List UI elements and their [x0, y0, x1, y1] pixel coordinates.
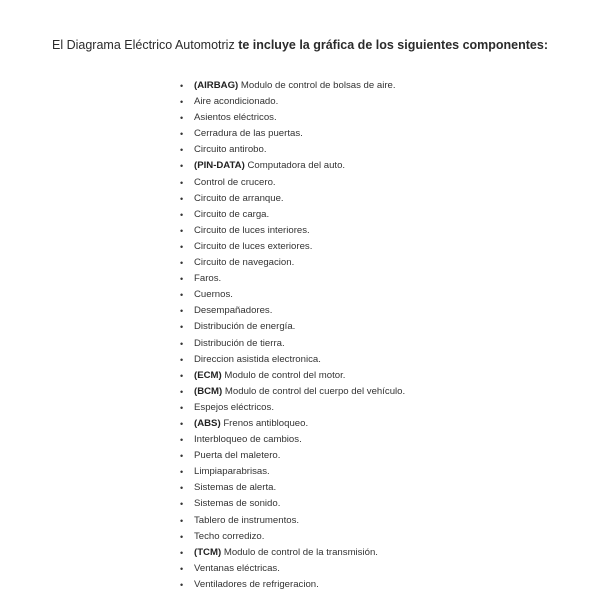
bullet-icon: •: [180, 209, 184, 220]
list-item-text: Cerradura de las puertas.: [194, 128, 303, 140]
list-item-text: Cuernos.: [194, 289, 233, 301]
list-item: [178, 416, 405, 432]
list-item-text: Sistemas de alerta.: [194, 482, 277, 494]
list-item: [178, 529, 405, 545]
list-item-code: (BCM): [194, 385, 223, 397]
list-item: [178, 303, 405, 319]
list-item-text: Asientos eléctricos.: [194, 112, 277, 124]
list-item: [178, 480, 405, 496]
bullet-icon: •: [180, 161, 184, 172]
list-item-text: Computadora del auto.: [244, 160, 346, 172]
list-item-text: Espejos eléctricos.: [194, 401, 274, 413]
list-item-text: Circuito antirobo.: [194, 144, 267, 156]
page-heading: [40, 36, 560, 54]
list-item-text: Desempañadores.: [194, 305, 273, 317]
list-item-text: Ventiladores de refrigeracion.: [194, 578, 319, 590]
bullet-icon: •: [180, 145, 184, 156]
list-item-text: Circuito de carga.: [194, 208, 270, 220]
list-item: [178, 126, 405, 142]
list-item-text: Puerta del maletero.: [194, 450, 281, 462]
list-item: [178, 384, 405, 400]
bullet-icon: •: [180, 290, 184, 301]
list-item: [178, 545, 405, 561]
list-item-code: (ABS): [194, 417, 221, 429]
bullet-icon: •: [180, 241, 184, 252]
list-item: [178, 158, 405, 174]
list-item: [178, 561, 405, 577]
list-item-text: Distribución de tierra.: [194, 337, 285, 349]
list-item-text: Modulo de control de bolsas de aire.: [238, 80, 396, 91]
bullet-icon: •: [180, 515, 184, 526]
list-item-text: Interbloqueo de cambios.: [194, 434, 302, 446]
bullet-icon: •: [180, 177, 184, 188]
bullet-icon: •: [180, 274, 184, 285]
list-item-code: (PIN-DATA): [194, 160, 245, 172]
heading-plain-text: El Diagrama Eléctrico Automotriz: [52, 38, 239, 52]
bullet-icon: •: [180, 402, 184, 413]
list-item: [178, 110, 405, 126]
list-item: [178, 464, 405, 480]
list-item: [178, 239, 405, 255]
list-item: [178, 287, 405, 303]
bullet-icon: •: [180, 354, 184, 365]
bullet-icon: •: [180, 306, 184, 317]
list-item-code: (ECM): [194, 369, 222, 381]
list-item-text: Distribución de energía.: [194, 321, 296, 333]
list-item-code: (TCM): [194, 546, 222, 558]
list-item-text: Circuito de luces exteriores.: [194, 240, 313, 252]
list-item-text: Direccion asistida electronica.: [194, 353, 321, 365]
list-item-text: Modulo de control del cuerpo del vehículo.: [222, 385, 406, 397]
bullet-icon: •: [180, 435, 184, 446]
bullet-icon: •: [180, 322, 184, 333]
list-item-text: Circuito de luces interiores.: [194, 224, 310, 236]
list-item: [178, 432, 405, 448]
bullet-icon: •: [180, 97, 184, 108]
component-list: [178, 78, 405, 593]
list-item: [178, 368, 405, 384]
list-item: [178, 352, 405, 368]
bullet-icon: •: [180, 193, 184, 204]
list-item: [178, 255, 405, 271]
list-item-text: Frenos antibloqueo.: [220, 417, 309, 429]
list-item-text: Tablero de instrumentos.: [194, 514, 300, 526]
list-item-code: (AIRBAG): [194, 80, 239, 91]
bullet-icon: •: [180, 467, 184, 478]
list-item-text: Aire acondicionado.: [194, 96, 279, 108]
list-item-text: Circuito de navegacion.: [194, 257, 295, 269]
list-item-text: Modulo de control de la transmisión.: [221, 546, 378, 558]
list-item-text: Control de crucero.: [194, 176, 276, 188]
bullet-icon: •: [180, 258, 184, 269]
bullet-icon: •: [180, 579, 184, 590]
list-item: [178, 207, 405, 223]
list-item: [178, 191, 405, 207]
list-item-text: Circuito de arranque.: [194, 192, 284, 204]
bullet-icon: •: [180, 547, 184, 558]
list-item-text: Limpiaparabrisas.: [194, 466, 270, 478]
list-item: [178, 513, 405, 529]
list-item: [178, 319, 405, 335]
list-item: [178, 448, 405, 464]
list-item-text: Techo corredizo.: [194, 530, 265, 542]
bullet-icon: •: [180, 499, 184, 510]
bullet-icon: •: [180, 563, 184, 574]
list-item-text: Ventanas eléctricas.: [194, 562, 280, 574]
bullet-icon: •: [180, 418, 184, 429]
heading-bold-text: te incluye la gráfica de los siguientes componentes:: [238, 38, 548, 52]
list-item: [178, 94, 405, 110]
bullet-icon: •: [180, 386, 184, 397]
bullet-icon: •: [180, 338, 184, 349]
list-item-text: Faros.: [194, 273, 222, 285]
bullet-icon: •: [180, 531, 184, 542]
list-item: [178, 577, 405, 593]
bullet-icon: •: [180, 81, 184, 91]
bullet-icon: •: [180, 113, 184, 124]
list-item: [178, 223, 405, 239]
list-item: [178, 78, 405, 94]
bullet-icon: •: [180, 451, 184, 462]
bullet-icon: •: [180, 370, 184, 381]
bullet-icon: •: [180, 129, 184, 140]
list-item: [178, 175, 405, 191]
list-item: [178, 142, 405, 158]
list-item: [178, 336, 405, 352]
list-item: [178, 496, 405, 512]
bullet-icon: •: [180, 225, 184, 236]
list-item: [178, 271, 405, 287]
list-item-text: Modulo de control del motor.: [221, 369, 346, 381]
bullet-icon: •: [180, 483, 184, 494]
list-item: [178, 400, 405, 416]
list-item-text: Sistemas de sonido.: [194, 498, 281, 510]
